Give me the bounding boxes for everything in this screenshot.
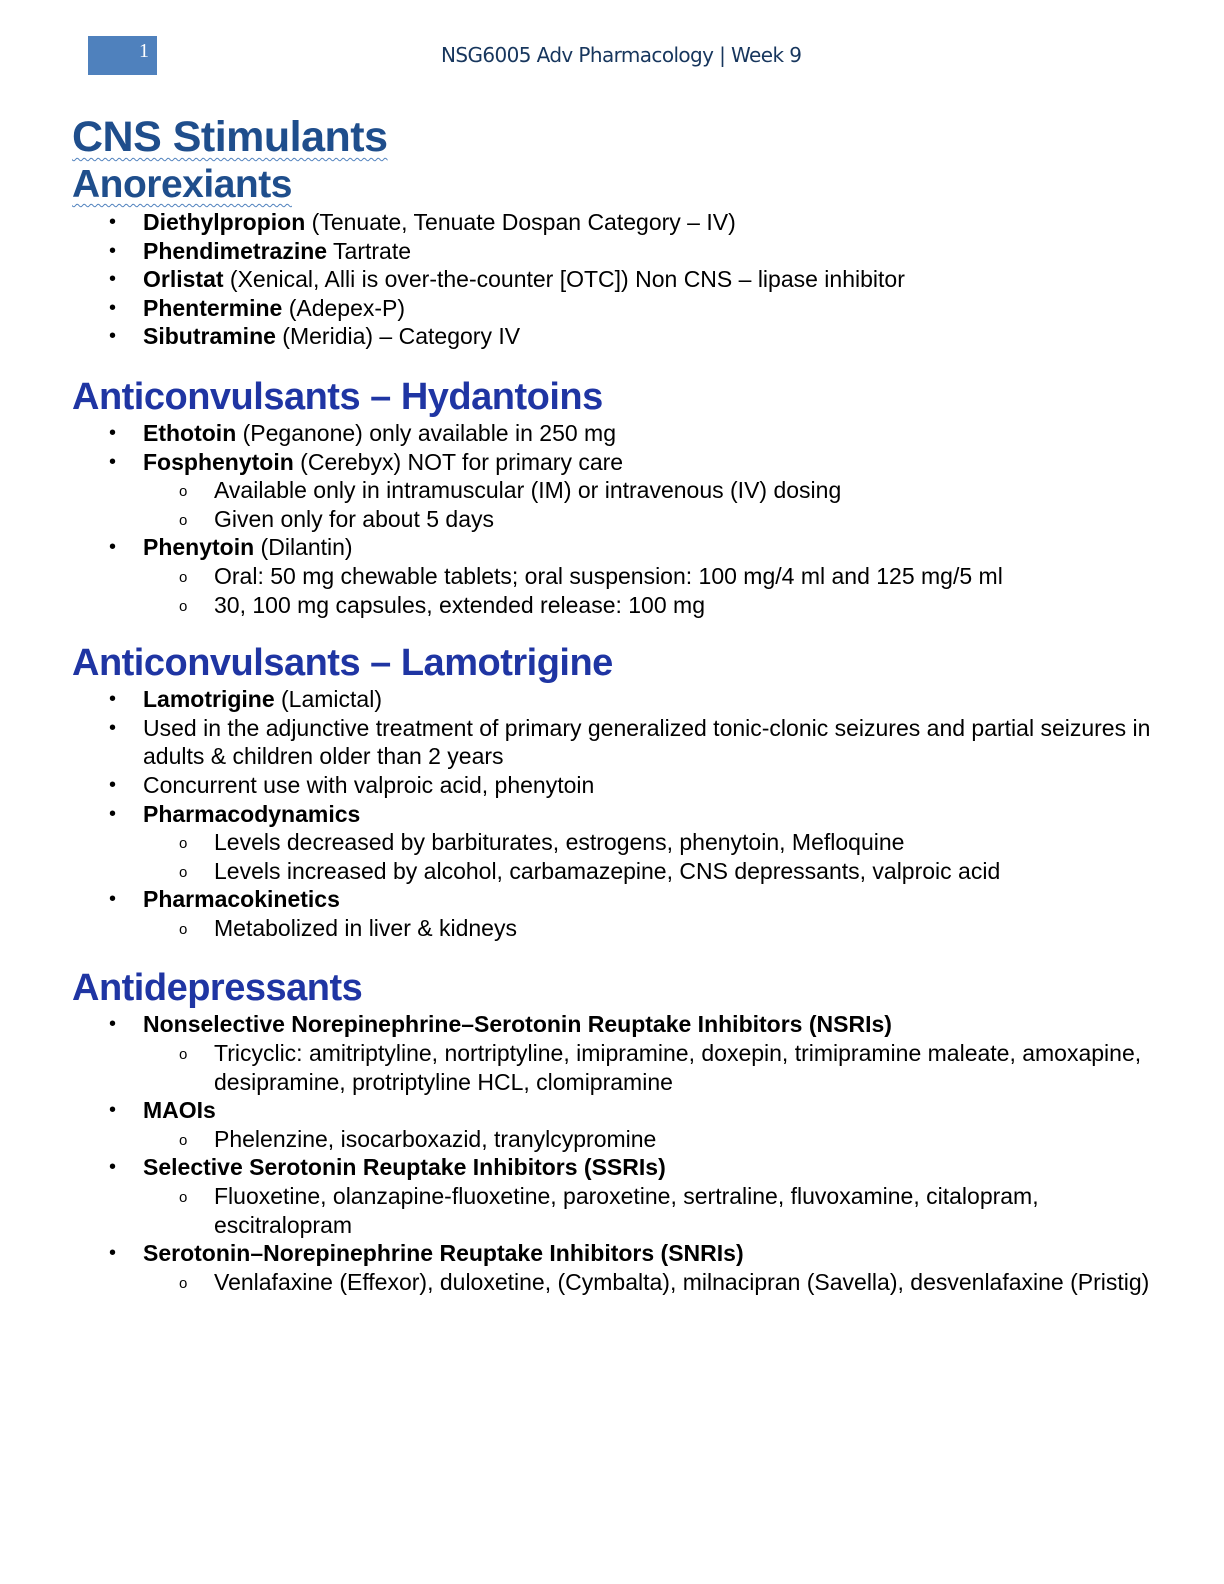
sub-list (143, 1182, 1152, 1239)
list-item: • MAOIs o Phelenzine, isocarboxazid, tranylcypromine (72, 1096, 1152, 1153)
list-item: • Phendimetrazine Tartrate (72, 237, 1152, 266)
page-title: CNS Stimulants (72, 113, 388, 161)
sub-list-item: o Levels decreased by barbiturates, estrogens, phenytoin, Mefloquine (143, 828, 1152, 857)
antidepressants-list (72, 1010, 1152, 1296)
section-heading-hydantoins: Anticonvulsants – Hydantoins (72, 375, 603, 418)
section-heading-lamotrigine: Anticonvulsants – Lamotrigine (72, 642, 613, 685)
sub-list-item: o Fluoxetine, olanzapine-fluoxetine, paroxetine, sertraline, fluvoxamine, citalopram, escitralopram (143, 1182, 1152, 1239)
sub-list (143, 1039, 1152, 1096)
list-item: • Pharmacokinetics o Metabolized in liver & kidneys (72, 885, 1152, 942)
sub-list (143, 914, 1152, 943)
anorexiants-list (72, 208, 1152, 351)
list-item: • Phenytoin (Dilantin) o Oral: 50 mg chewable tablets; oral suspension: 100 mg/4 ml and 125 mg/5 ml o 30, 100 mg capsules, extended release: 100 mg (72, 533, 1152, 619)
list-item: • Lamotrigine (Lamictal) (72, 685, 1152, 714)
sub-list-item: o 30, 100 mg capsules, extended release: 100 mg (143, 591, 1152, 620)
list-item: • Phentermine (Adepex-P) (72, 294, 1152, 323)
list-item: • Orlistat (Xenical, Alli is over-the-counter [OTC]) Non CNS – lipase inhibitor (72, 265, 1152, 294)
list-item: • Nonselective Norepinephrine–Serotonin Reuptake Inhibitors (NSRIs) o Tricyclic: amitriptyline, nortriptyline, imipramine, doxepin, trimipramine maleate, amoxapine, desipramine, protriptyline HCL, clomipramine (72, 1010, 1152, 1096)
section-heading-anorexiants: Anorexiants (72, 163, 292, 206)
sub-list (143, 828, 1152, 885)
sub-list (143, 1125, 1152, 1154)
section-heading-antidepressants: Antidepressants (72, 967, 363, 1010)
sub-list-item: o Phelenzine, isocarboxazid, tranylcypromine (143, 1125, 1152, 1154)
sub-list-item: o Levels increased by alcohol, carbamazepine, CNS depressants, valproic acid (143, 857, 1152, 886)
sub-list-item: o Venlafaxine (Effexor), duloxetine, (Cymbalta), milnacipran (Savella), desvenlafaxine (Pristig) (143, 1268, 1152, 1297)
sub-list (143, 562, 1152, 619)
page-number-box (88, 36, 157, 75)
page-number: 1 (139, 40, 149, 62)
list-item: • Concurrent use with valproic acid, phenytoin (72, 771, 1152, 800)
list-item: • Sibutramine (Meridia) – Category IV (72, 322, 1152, 351)
sub-list-item: o Given only for about 5 days (143, 505, 1152, 534)
list-item: • Diethylpropion (Tenuate, Tenuate Dospan Category – IV) (72, 208, 1152, 237)
running-header: NSG6005 Adv Pharmacology | Week 9 (441, 43, 802, 67)
sub-list-item: o Tricyclic: amitriptyline, nortriptyline, imipramine, doxepin, trimipramine maleate, amoxapine, desipramine, protriptyline HCL, clomipramine (143, 1039, 1152, 1096)
list-item: • Selective Serotonin Reuptake Inhibitors (SSRIs) o Fluoxetine, olanzapine-fluoxetine, paroxetine, sertraline, fluvoxamine, citalopram, escitralopram (72, 1153, 1152, 1239)
sub-list-item: o Metabolized in liver & kidneys (143, 914, 1152, 943)
sub-list (143, 1268, 1152, 1297)
list-item: • Fosphenytoin (Cerebyx) NOT for primary care o Available only in intramuscular (IM) or intravenous (IV) dosing o Given only for about 5 days (72, 448, 1152, 534)
list-item: • Serotonin–Norepinephrine Reuptake Inhibitors (SNRIs) o Venlafaxine (Effexor), duloxetine, (Cymbalta), milnacipran (Savella), desvenlafaxine (Pristig) (72, 1239, 1152, 1296)
list-item: • Pharmacodynamics o Levels decreased by barbiturates, estrogens, phenytoin, Mefloquine o Levels increased by alcohol, carbamazepine, CNS depressants, valproic acid (72, 800, 1152, 886)
list-item: • Used in the adjunctive treatment of primary generalized tonic-clonic seizures and partial seizures in adults & children older than 2 years (72, 714, 1152, 771)
sub-list (143, 476, 1152, 533)
sub-list-item: o Oral: 50 mg chewable tablets; oral suspension: 100 mg/4 ml and 125 mg/5 ml (143, 562, 1152, 591)
lamotrigine-list (72, 685, 1152, 942)
list-item: • Ethotoin (Peganone) only available in 250 mg (72, 419, 1152, 448)
sub-list-item: o Available only in intramuscular (IM) or intravenous (IV) dosing (143, 476, 1152, 505)
hydantoins-list (72, 419, 1152, 619)
document-body (72, 112, 1152, 1296)
